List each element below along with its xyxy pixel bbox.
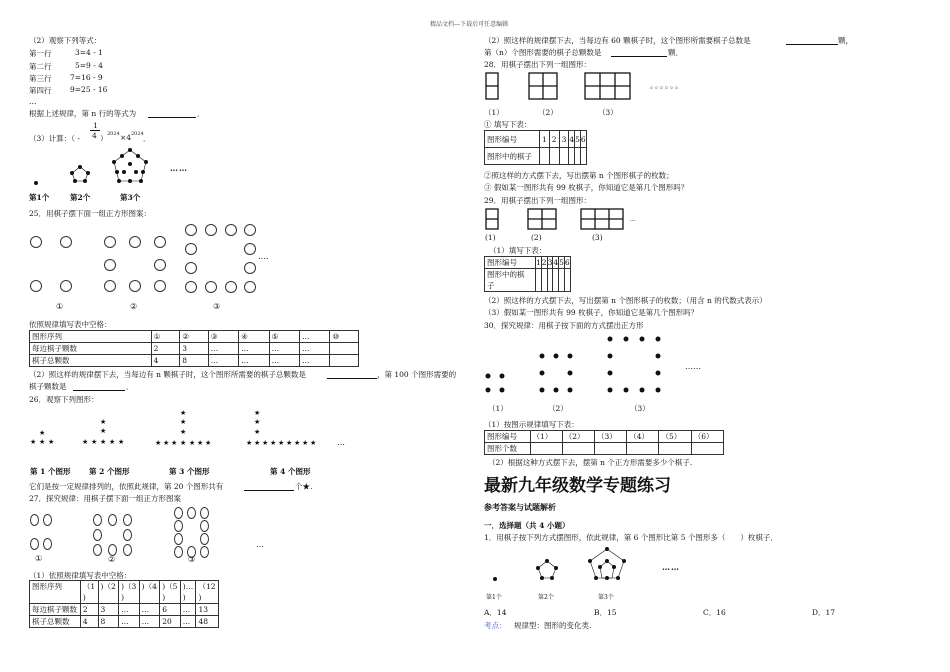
exponent-1: 2024 bbox=[107, 131, 120, 137]
question-25: 25．用棋子摆下面一组正方形图案： bbox=[29, 209, 152, 218]
figure-label-3: ③ bbox=[213, 302, 221, 311]
table-cell: )（3 bbox=[119, 581, 140, 593]
table-cell bbox=[540, 148, 550, 165]
table-cell bbox=[627, 443, 659, 455]
table-cell: … bbox=[180, 604, 196, 616]
table-cell: … bbox=[269, 343, 299, 355]
table-cell: 3 bbox=[180, 343, 209, 355]
table-cell: 图形序列 bbox=[30, 581, 81, 593]
table-cell: ) bbox=[119, 592, 140, 604]
question-30: 30．探究规律：用棋子按下面的方式摆出正方形 bbox=[484, 321, 644, 330]
table-cell: )（2 bbox=[98, 581, 119, 593]
table-cell: （5） bbox=[659, 431, 691, 443]
table-cell: （3） bbox=[595, 431, 627, 443]
unit-text: 颗． bbox=[668, 48, 683, 57]
table-cell bbox=[564, 280, 570, 292]
table-cell: … bbox=[139, 604, 160, 616]
table-cell bbox=[562, 443, 594, 455]
table-cell: 2 bbox=[80, 604, 98, 616]
table-cell: 4 bbox=[151, 355, 180, 367]
question-28: 28．用棋子摆出下列一组图形： bbox=[484, 60, 592, 69]
question-26-prompt: 它们是按一定规律排列的，依照此规律，第 20 个图形共有 bbox=[29, 482, 224, 491]
q29-table bbox=[484, 256, 571, 292]
table-cell: ⑩ bbox=[330, 331, 359, 343]
table-cell bbox=[659, 443, 691, 455]
q30-dot-squares bbox=[484, 332, 704, 402]
table-cell: ④ bbox=[239, 331, 269, 343]
table-instruction: （1）按图示规律填写下表： bbox=[484, 420, 579, 429]
table-cell: 20 bbox=[160, 616, 181, 628]
figure-label-2: 第 2 个图形 bbox=[89, 467, 130, 476]
table-cell: （4） bbox=[627, 431, 659, 443]
table-cell: ③ bbox=[208, 331, 238, 343]
table-cell: 图形编号 bbox=[485, 131, 540, 148]
table-cell: 5 bbox=[559, 258, 564, 267]
question-29-part-3: （3）假如某一图形共有 99 枚棋子，你知道它是第几个图形吗？ bbox=[484, 308, 699, 317]
choice-b: B．15 bbox=[594, 608, 617, 617]
continuation-dots: 。。。。。。 bbox=[650, 81, 684, 90]
question-27-part-3: 第（n）个图形需要的棋子总颗数是 bbox=[484, 48, 602, 57]
table-cell: … bbox=[139, 616, 160, 628]
table-instruction: （1）依照规律填写表中空格： bbox=[29, 571, 132, 580]
figure-label-3: 第 3 个图形 bbox=[169, 467, 210, 476]
figure-label-3: （3） bbox=[598, 108, 618, 117]
continuation-dots: … bbox=[256, 540, 264, 549]
table-cell: 3 bbox=[547, 258, 553, 267]
table-cell: （6） bbox=[691, 431, 723, 443]
table-cell: … bbox=[208, 343, 238, 355]
table-cell: ) bbox=[80, 592, 98, 604]
table-cell bbox=[691, 443, 723, 455]
table-cell: … bbox=[119, 616, 140, 628]
question-28-part-2: ②照这样的方式摆下去，写出摆第 n 个图形棋子的枚数； bbox=[484, 171, 674, 180]
figure-label-4: 第 4 个图形 bbox=[270, 467, 311, 476]
knowledge-point-text: 规律型：图形的变化类. bbox=[514, 621, 592, 630]
continuation-dots: …. bbox=[258, 252, 269, 261]
answer-blank bbox=[73, 390, 125, 391]
table-cell bbox=[564, 269, 570, 281]
q30-table bbox=[484, 430, 724, 455]
table-cell: 3 bbox=[559, 131, 569, 148]
table-cell: 每边棋子颗数 bbox=[30, 604, 81, 616]
period: ． bbox=[126, 382, 134, 391]
table-cell: … bbox=[239, 355, 269, 367]
equation-row-3-label: 第三行 bbox=[29, 74, 52, 83]
figure-label-1: 第1个 bbox=[486, 594, 502, 601]
figure-label-1: 第1个 bbox=[29, 193, 50, 202]
figure-label-3: (3) bbox=[592, 233, 603, 242]
table-cell: 4 bbox=[553, 258, 559, 267]
table-cell: 3 bbox=[98, 604, 119, 616]
figure-label-1: (1) bbox=[485, 233, 496, 242]
table-cell: 13 bbox=[196, 604, 219, 616]
table-cell: 48 bbox=[196, 616, 219, 628]
table-cell: 2 bbox=[549, 131, 559, 148]
question-26-suffix: 个★. bbox=[295, 482, 313, 491]
table-cell: 4 bbox=[569, 131, 575, 148]
section-subtitle: 参考答案与试题解析 bbox=[484, 503, 556, 512]
continuation-dots: …… bbox=[662, 562, 680, 572]
table-cell: )… bbox=[180, 581, 196, 593]
table-instruction: ① 填写下表： bbox=[484, 120, 532, 129]
close-paren: ） bbox=[100, 134, 108, 143]
table-cell: … bbox=[180, 616, 196, 628]
figure-label-2: 第2个 bbox=[538, 594, 554, 601]
continuation-dots: ... bbox=[630, 216, 636, 223]
equation-row-1-label: 第一行 bbox=[29, 49, 52, 58]
figure-label-3: （3） bbox=[630, 404, 650, 413]
table-cell bbox=[330, 355, 359, 367]
table-cell: 2 bbox=[151, 343, 180, 355]
table-cell: 图形编号 bbox=[485, 257, 536, 269]
figure-label-2: （2） bbox=[538, 108, 558, 117]
times-four: ×4 bbox=[120, 133, 132, 142]
answer-blank bbox=[327, 378, 377, 379]
table-cell: （12 bbox=[196, 581, 219, 593]
table-cell: 图形个数 bbox=[485, 443, 531, 455]
table-cell: （1 bbox=[80, 581, 98, 593]
table-cell: 6 bbox=[564, 258, 570, 267]
question-25-part-2c: 棋子颗数是 bbox=[29, 382, 67, 391]
figure-label-1: 第 1 个图形 bbox=[30, 467, 71, 476]
question-2-intro: （2）观察下列等式： bbox=[29, 36, 102, 45]
question-26: 26．观察下列图形： bbox=[29, 395, 99, 404]
question-29-part-2: （2）照这样的方式摆下去，写出摆第 n 个图形棋子的枚数；（用含 n 的代数式表示） bbox=[484, 296, 767, 305]
choice-c: C．16 bbox=[703, 608, 726, 617]
table-cell: 4 bbox=[80, 616, 98, 628]
table-cell: )（4 bbox=[139, 581, 160, 593]
table-instruction: （1）填写下表： bbox=[489, 246, 547, 255]
table-cell: 1 bbox=[536, 258, 541, 267]
table-cell bbox=[530, 443, 562, 455]
question-3-calc: （3）计算：（ - bbox=[29, 134, 80, 143]
ellipsis: … bbox=[29, 97, 37, 106]
table-cell: ) bbox=[180, 592, 196, 604]
answer-question-1: 1．用棋子按下列方式摆图形，依此规律，第 6 个图形比第 5 个图形多（ ）枚棋子． bbox=[484, 533, 778, 542]
continuation-dots: … bbox=[337, 438, 345, 447]
exponent-2: 2024 bbox=[131, 131, 144, 137]
q25-table bbox=[29, 330, 359, 367]
answer-blank bbox=[148, 117, 196, 118]
question-27-part-2: （2）照这样的规律摆下去，当每边有 60 颗棋子时，这个图形所需要棋子总数是 bbox=[484, 36, 751, 45]
figure-label-1: ① bbox=[56, 302, 64, 311]
equation-row-2: 5=9 - 4 bbox=[75, 61, 103, 70]
answer-blank bbox=[786, 44, 838, 45]
figure-label-2: 第2个 bbox=[70, 193, 91, 202]
fraction-numerator: 1 bbox=[93, 121, 98, 130]
table-cell bbox=[595, 443, 627, 455]
table-cell: 每边棋子颗数 bbox=[30, 343, 152, 355]
table-instruction: 依照规律填写表中空格： bbox=[29, 320, 112, 329]
table-cell: 8 bbox=[180, 355, 209, 367]
knowledge-point-label: 考点： bbox=[484, 621, 507, 630]
table-cell: 6 bbox=[160, 604, 181, 616]
question-30-part-2: （2）根据这种方式摆下去，摆第 n 个正方形需要多少个棋子. bbox=[488, 458, 693, 467]
equation-row-4-label: 第四行 bbox=[29, 86, 52, 95]
pentagon-dot-figures bbox=[484, 545, 724, 593]
table-cell: 5 bbox=[575, 131, 581, 148]
table-cell bbox=[549, 148, 559, 165]
table-cell bbox=[559, 148, 569, 165]
table-cell: 8 bbox=[98, 616, 119, 628]
equation-row-1: 3=4 - 1 bbox=[75, 48, 103, 57]
figure-label-3: 第3个 bbox=[120, 193, 141, 202]
q27-table bbox=[29, 580, 219, 628]
table-cell: 6 bbox=[580, 131, 586, 148]
figure-label-2: (2) bbox=[531, 233, 542, 242]
table-cell: … bbox=[299, 355, 329, 367]
q28-square-figures bbox=[484, 71, 634, 103]
table-cell bbox=[30, 592, 81, 604]
question-27: 27．探究规律：用棋子摆下面一组正方形图案 bbox=[29, 494, 182, 503]
choice-a: A．14 bbox=[484, 608, 507, 617]
equation-row-2-label: 第二行 bbox=[29, 62, 52, 71]
table-cell: 棋子总颗数 bbox=[30, 355, 152, 367]
period: ． bbox=[197, 109, 205, 118]
table-cell: 图形中的棋 bbox=[485, 269, 536, 281]
table-cell: ② bbox=[180, 331, 209, 343]
figure-label-1: （1） bbox=[484, 108, 504, 117]
page-header: 精品文档---下载后可任意编辑 bbox=[430, 21, 509, 28]
table-cell: 棋子总颗数 bbox=[30, 616, 81, 628]
fraction-denominator: 4 bbox=[92, 131, 97, 140]
equation-row-4: 9=25 - 16 bbox=[70, 85, 108, 94]
table-cell: 图形序列 bbox=[30, 331, 152, 343]
table-cell bbox=[580, 148, 586, 165]
choice-d: D．17 bbox=[812, 608, 836, 617]
answer-blank bbox=[244, 490, 294, 491]
figure-label-2: ② bbox=[108, 555, 116, 564]
table-cell: 子 bbox=[485, 280, 536, 292]
table-cell bbox=[139, 592, 160, 604]
question-25-part-2: （2）照这样的规律摆下去，当每边有 n 颗棋子时，这个图形所需要的棋子总颗数是 bbox=[29, 370, 306, 379]
table-cell bbox=[330, 343, 359, 355]
table-cell: … bbox=[299, 331, 329, 343]
table-cell: ① bbox=[151, 331, 180, 343]
table-cell: ⑤ bbox=[269, 331, 299, 343]
table-cell: … bbox=[269, 355, 299, 367]
figure-label-3: ③ bbox=[188, 555, 196, 564]
section-heading: 一．选择题（共 4 小题） bbox=[484, 521, 570, 530]
table-cell: （2） bbox=[562, 431, 594, 443]
figure-label-3: 第3个 bbox=[598, 594, 614, 601]
table-cell: … bbox=[208, 355, 238, 367]
table-cell: 2 bbox=[541, 258, 547, 267]
q29-square-figures bbox=[484, 207, 634, 233]
figure-label-1: （1） bbox=[488, 404, 508, 413]
figure-label-2: （2） bbox=[548, 404, 568, 413]
unit-text: 颗， bbox=[838, 36, 853, 45]
table-cell: … bbox=[119, 604, 140, 616]
table-cell bbox=[98, 592, 119, 604]
figure-label-1: ① bbox=[35, 554, 43, 563]
table-cell: … bbox=[239, 343, 269, 355]
table-cell: 图形中的棋子 bbox=[485, 148, 540, 165]
page-title: 最新九年级数学专题练习 bbox=[484, 476, 671, 496]
equation-row-3: 7=16 - 9 bbox=[70, 73, 103, 82]
table-cell: ) bbox=[160, 592, 181, 604]
table-cell: … bbox=[299, 343, 329, 355]
question-25-part-2b: ，第 100 个图形需要的 bbox=[377, 370, 457, 379]
q28-table bbox=[484, 130, 587, 165]
continuation-dots: …… bbox=[170, 163, 188, 173]
table-cell: （1） bbox=[530, 431, 562, 443]
continuation-dots: …… bbox=[685, 362, 701, 371]
table-cell: ) bbox=[196, 592, 219, 604]
question-29: 29．用棋子摆出下列一组图形： bbox=[484, 196, 592, 205]
period: ． bbox=[143, 134, 151, 143]
question-28-part-3: ③ 假如某一图形共有 99 枚棋子，你知道它是第几个图形吗？ bbox=[484, 183, 689, 192]
question-2-prompt: 根据上述规律，第 n 行的等式为 bbox=[29, 109, 137, 118]
answer-blank bbox=[611, 56, 667, 57]
table-cell: 1 bbox=[540, 131, 550, 148]
figure-label-2: ② bbox=[130, 302, 138, 311]
table-cell: 图形编号 bbox=[485, 431, 531, 443]
table-cell: )（5 bbox=[160, 581, 181, 593]
